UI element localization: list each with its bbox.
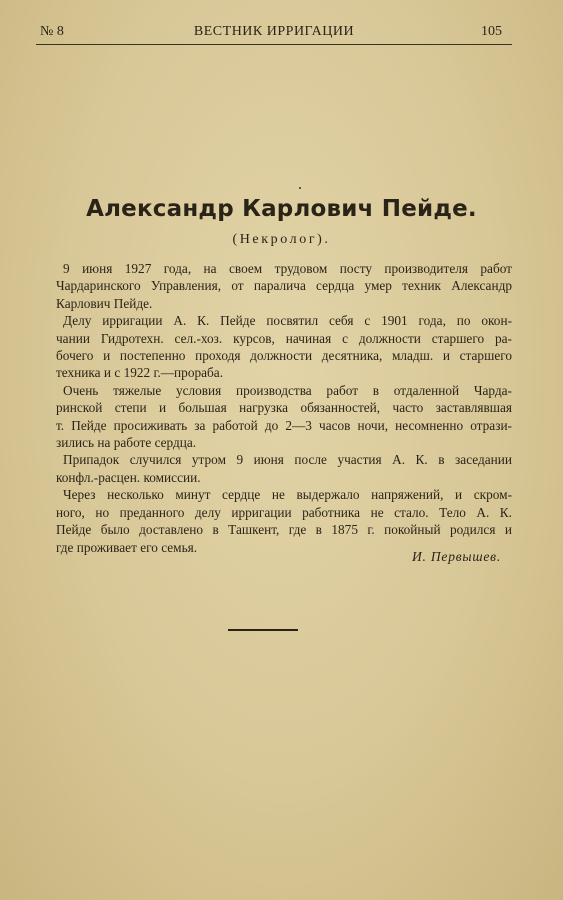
author-signature: И. Первышев.: [411, 549, 501, 564]
body-line: чании Гидротехн. сел.-хоз. курсов, начиная с должности старшего ра-: [56, 330, 512, 346]
body-line: бочего и постепенно проходя должности десятника, младш. и старшего: [56, 348, 512, 364]
body-line: конфл.-расцен. комиссии.: [56, 469, 201, 485]
closing-rule: [228, 629, 298, 631]
journal-title: ВЕСТНИК ИРРИГАЦИИ: [193, 24, 355, 39]
article-body: [56, 260, 512, 556]
body-line: 9 июня 1927 года, на своем трудовом посту производителя работ: [63, 261, 512, 276]
body-line: Через несколько минут сердце не выдержало напряжений, и скром-: [63, 487, 512, 503]
article-title: Александр Карлович Пейде.: [86, 196, 477, 222]
body-line: ного, но преданного делу ирригации работника не стало. Тело А. К.: [56, 504, 512, 520]
body-line: Карлович Пейде.: [56, 295, 153, 311]
body-line: зились на работе сердца.: [56, 435, 197, 451]
ornament-dot: [299, 187, 301, 189]
body-line: Припадок случился утром 9 июня после участия А. К. в заседании: [63, 452, 512, 468]
body-line: Очень тяжелые условия производства работ в отдаленной Чарда-: [63, 382, 512, 398]
article-subtitle: (Некролог).: [232, 232, 331, 247]
issue-number: № 8: [40, 24, 64, 39]
body-line: техника и с 1922 г.—прораба.: [56, 365, 224, 381]
body-line: Делу ирригации А. К. Пейде посвятил себя с 1901 года, по окон-: [63, 313, 512, 329]
body-line: где проживает его семья.: [56, 539, 198, 555]
body-line: Чардаринского Управления, от паралича сердца умер техник Александр: [56, 278, 512, 294]
page-number: 105: [481, 24, 502, 39]
running-header: [36, 22, 512, 45]
body-line: т. Пейде просиживать за работой до 2—3 часов ночи, несомненно отрази-: [56, 417, 512, 433]
body-line: Пейде было доставлено в Ташкент, где в 1875 г. покойный родился и: [56, 522, 512, 538]
body-line: ринской степи и большая нагрузка обязанностей, часто заставлявшая: [56, 400, 512, 416]
